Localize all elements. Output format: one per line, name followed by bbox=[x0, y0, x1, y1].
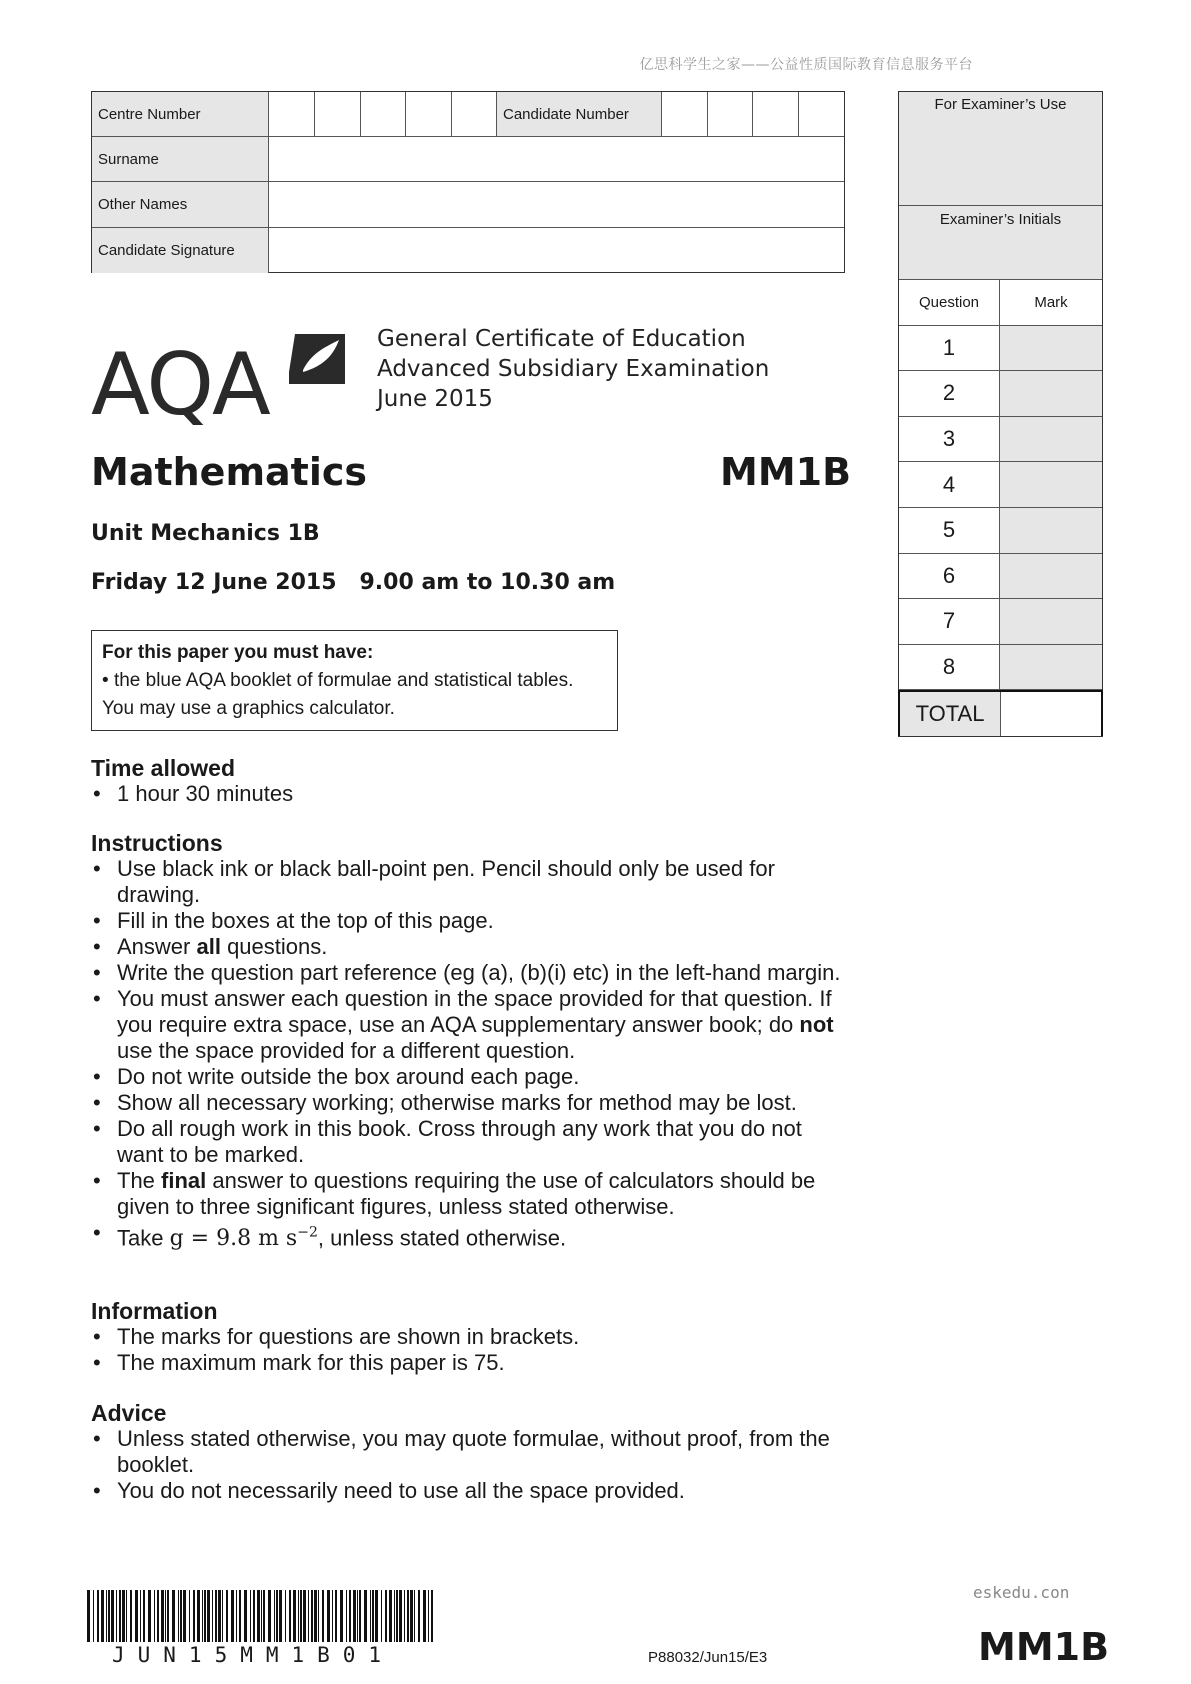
candidate-number-box[interactable] bbox=[662, 92, 708, 136]
barcode-bar bbox=[261, 1590, 262, 1642]
barcode-text: JUN15MM1B01 bbox=[112, 1643, 395, 1667]
barcode-bar bbox=[410, 1590, 413, 1642]
barcode-bar bbox=[239, 1590, 241, 1642]
question-row bbox=[899, 554, 1102, 600]
mark-cell bbox=[1000, 508, 1102, 553]
barcode-bar bbox=[111, 1590, 114, 1642]
certificate-line-1: General Certificate of Education bbox=[377, 326, 746, 352]
question-row bbox=[899, 599, 1102, 645]
candidate-number-box[interactable] bbox=[799, 92, 844, 136]
question-number: 5 bbox=[899, 508, 1000, 553]
paper-code-bottom: MM1B bbox=[978, 1625, 1110, 1669]
instructions-heading: Instructions bbox=[91, 830, 223, 856]
surname-field[interactable] bbox=[269, 137, 844, 181]
barcode-bar bbox=[189, 1590, 190, 1642]
barcode-bar bbox=[222, 1590, 223, 1642]
paper-code: MM1B bbox=[720, 450, 852, 494]
barcode-bar bbox=[276, 1590, 278, 1642]
barcode-bar bbox=[263, 1590, 265, 1642]
advice-item: • You do not necessarily need to use all the space provided. bbox=[91, 1478, 851, 1504]
barcode-bar bbox=[285, 1590, 286, 1642]
examiner-use-label: For Examiner’s Use bbox=[899, 92, 1102, 206]
barcode-bar bbox=[204, 1590, 206, 1642]
barcode-bar bbox=[226, 1590, 228, 1642]
question-number: 8 bbox=[899, 645, 1000, 690]
instruction-item: • Do not write outside the box around each page. bbox=[91, 1064, 851, 1090]
barcode-bar bbox=[311, 1590, 313, 1642]
total-row bbox=[898, 690, 1103, 736]
examiner-initials-label: Examiner’s Initials bbox=[899, 206, 1102, 280]
advice-heading: Advice bbox=[91, 1400, 167, 1426]
question-row bbox=[899, 417, 1102, 463]
candidate-number-box[interactable] bbox=[708, 92, 753, 136]
barcode-bar bbox=[279, 1590, 282, 1642]
barcode-bar bbox=[165, 1590, 166, 1642]
centre-number-box[interactable] bbox=[452, 92, 497, 136]
watermark-bottom: eskedu.con bbox=[973, 1583, 1070, 1602]
barcode-bar bbox=[428, 1590, 429, 1642]
barcode-bar bbox=[423, 1590, 426, 1642]
mark-cell bbox=[1000, 645, 1102, 690]
barcode-bar bbox=[327, 1590, 330, 1642]
barcode-bar bbox=[236, 1590, 237, 1642]
mark-cell bbox=[1000, 554, 1102, 599]
candidate-number-box[interactable] bbox=[753, 92, 799, 136]
mark-cell bbox=[1000, 462, 1102, 507]
advice-section bbox=[91, 1400, 851, 1504]
information-section bbox=[91, 1298, 851, 1376]
mark-cell bbox=[1000, 417, 1102, 462]
information-item: • The maximum mark for this paper is 75. bbox=[91, 1350, 851, 1376]
other-names-row bbox=[92, 182, 844, 228]
time-allowed-section bbox=[91, 755, 851, 807]
information-item: • The marks for questions are shown in brackets. bbox=[91, 1324, 851, 1350]
barcode-bar bbox=[394, 1590, 395, 1642]
instruction-item: • Fill in the boxes at the top of this page. bbox=[91, 908, 851, 934]
mark-header: Mark bbox=[1000, 280, 1102, 325]
barcode-bar bbox=[370, 1590, 371, 1642]
candidate-number-label: Candidate Number bbox=[497, 92, 662, 136]
barcode-bar bbox=[404, 1590, 405, 1642]
barcode-bar bbox=[308, 1590, 309, 1642]
mark-cell bbox=[1000, 371, 1102, 416]
barcode-bar bbox=[340, 1590, 343, 1642]
barcode-bar bbox=[314, 1590, 317, 1642]
mark-cell bbox=[1000, 599, 1102, 644]
information-heading: Information bbox=[91, 1298, 218, 1324]
barcode-bar bbox=[372, 1590, 374, 1642]
barcode-bar bbox=[300, 1590, 302, 1642]
barcode-bar bbox=[381, 1590, 382, 1642]
barcode-bar bbox=[106, 1590, 107, 1642]
instruction-item: • Show all necessary working; otherwise marks for method may be lost. bbox=[91, 1090, 851, 1116]
barcode-bar bbox=[318, 1590, 319, 1642]
barcode-bar bbox=[108, 1590, 110, 1642]
question-number: 3 bbox=[899, 417, 1000, 462]
aqa-logo bbox=[91, 326, 351, 426]
barcode-bar bbox=[414, 1590, 415, 1642]
aqa-logo-mark-icon bbox=[289, 334, 345, 384]
advice-item: • Unless stated otherwise, you may quote formulae, without proof, from the booklet. bbox=[91, 1426, 851, 1478]
barcode-bar bbox=[140, 1590, 141, 1642]
barcode-bar bbox=[180, 1590, 182, 1642]
centre-number-label: Centre Number bbox=[92, 92, 269, 136]
barcode-bar bbox=[172, 1590, 175, 1642]
candidate-details-table bbox=[91, 91, 845, 273]
barcode-bar bbox=[119, 1590, 121, 1642]
barcode-bar bbox=[244, 1590, 247, 1642]
barcode bbox=[87, 1590, 437, 1642]
centre-number-box[interactable] bbox=[315, 92, 361, 136]
barcode-bar bbox=[135, 1590, 138, 1642]
mark-cell bbox=[1000, 326, 1102, 371]
barcode-bar bbox=[231, 1590, 234, 1642]
barcode-bar bbox=[293, 1590, 296, 1642]
question-row bbox=[899, 371, 1102, 417]
question-number: 4 bbox=[899, 462, 1000, 507]
surname-label: Surname bbox=[92, 137, 269, 181]
other-names-label: Other Names bbox=[92, 182, 269, 227]
barcode-bar bbox=[335, 1590, 337, 1642]
barcode-bar bbox=[143, 1590, 145, 1642]
barcode-bar bbox=[396, 1590, 398, 1642]
instruction-item: • The final answer to questions requiring the use of calculators should be given to three significant figures, unless stated otherwise. bbox=[91, 1168, 851, 1220]
instruction-item: • Use black ink or black ball-point pen. Pencil should only be used for drawing. bbox=[91, 856, 851, 908]
barcode-bar bbox=[116, 1590, 117, 1642]
barcode-bar bbox=[357, 1590, 358, 1642]
barcode-bar bbox=[349, 1590, 351, 1642]
question-row bbox=[899, 645, 1102, 691]
barcode-bar bbox=[385, 1590, 387, 1642]
barcode-bar bbox=[218, 1590, 221, 1642]
signature-label: Candidate Signature bbox=[92, 228, 269, 273]
barcode-bar bbox=[157, 1590, 159, 1642]
barcode-bar bbox=[389, 1590, 392, 1642]
barcode-bar bbox=[93, 1590, 94, 1642]
barcode-bar bbox=[431, 1590, 433, 1642]
barcode-bar bbox=[148, 1590, 151, 1642]
barcode-bar bbox=[303, 1590, 306, 1642]
barcode-bar bbox=[375, 1590, 378, 1642]
barcode-bar bbox=[178, 1590, 179, 1642]
barcode-bar bbox=[183, 1590, 186, 1642]
centre-row bbox=[92, 92, 844, 137]
time-allowed-heading: Time allowed bbox=[91, 755, 236, 781]
aqa-logo-text: AQA bbox=[91, 335, 269, 426]
question-header: Question bbox=[899, 280, 1000, 325]
instruction-item: • You must answer each question in the space provided for that question. If you require extra space, use an AQA supplementary answer book; do not use the space provided for a different question. bbox=[91, 986, 851, 1064]
barcode-bar bbox=[253, 1590, 255, 1642]
barcode-bar bbox=[97, 1590, 99, 1642]
barcode-bar bbox=[353, 1590, 356, 1642]
barcode-bar bbox=[215, 1590, 217, 1642]
question-row bbox=[899, 462, 1102, 508]
time-allowed-item: • 1 hour 30 minutes bbox=[91, 781, 851, 807]
watermark-top: 亿思科学生之家——公益性质国际教育信息服务平台 bbox=[639, 57, 973, 73]
barcode-bar bbox=[407, 1590, 409, 1642]
barcode-bar bbox=[346, 1590, 347, 1642]
barcode-bar bbox=[289, 1590, 291, 1642]
barcode-bar bbox=[274, 1590, 275, 1642]
exam-date-time: Friday 12 June 2015 9.00 am to 10.30 am bbox=[91, 570, 616, 595]
barcode-bar bbox=[322, 1590, 324, 1642]
barcode-bar bbox=[122, 1590, 125, 1642]
barcode-bar bbox=[161, 1590, 164, 1642]
certificate-line-2: Advanced Subsidiary Examination bbox=[377, 356, 770, 382]
barcode-bar bbox=[154, 1590, 155, 1642]
materials-note: You may use a graphics calculator. bbox=[102, 698, 395, 719]
materials-box bbox=[91, 630, 618, 731]
instruction-item: • Write the question part reference (eg (a), (b)(i) etc) in the left-hand margin. bbox=[91, 960, 851, 986]
barcode-bar bbox=[364, 1590, 367, 1642]
barcode-bar bbox=[202, 1590, 203, 1642]
barcode-bar bbox=[418, 1590, 420, 1642]
question-number: 2 bbox=[899, 371, 1000, 416]
barcode-bar bbox=[332, 1590, 333, 1642]
barcode-bar bbox=[207, 1590, 210, 1642]
barcode-bar bbox=[193, 1590, 195, 1642]
barcode-bar bbox=[257, 1590, 260, 1642]
examiner-panel bbox=[898, 91, 1103, 737]
barcode-bar bbox=[101, 1590, 104, 1642]
barcode-bar bbox=[359, 1590, 361, 1642]
barcode-bar bbox=[167, 1590, 169, 1642]
examiner-header-row bbox=[899, 280, 1102, 326]
materials-item-text: the blue AQA booklet of formulae and statistical tables. bbox=[113, 670, 574, 691]
barcode-bar bbox=[250, 1590, 251, 1642]
centre-number-box[interactable] bbox=[406, 92, 452, 136]
barcode-bar bbox=[197, 1590, 200, 1642]
paper-reference: P88032/Jun15/E3 bbox=[648, 1649, 768, 1666]
instructions-section bbox=[91, 830, 851, 1252]
barcode-bar bbox=[212, 1590, 213, 1642]
barcode-bar bbox=[268, 1590, 271, 1642]
certificate-title bbox=[377, 324, 769, 414]
question-number: 7 bbox=[899, 599, 1000, 644]
instruction-item: • Answer all questions. bbox=[91, 934, 851, 960]
signature-field[interactable] bbox=[269, 228, 844, 273]
question-number: 6 bbox=[899, 554, 1000, 599]
total-mark-cell bbox=[1001, 692, 1101, 736]
barcode-bar bbox=[298, 1590, 299, 1642]
centre-number-box[interactable] bbox=[361, 92, 406, 136]
instruction-item: • Do all rough work in this book. Cross through any work that you do not want to be marked. bbox=[91, 1116, 851, 1168]
subject-title: Mathematics bbox=[91, 450, 368, 494]
signature-row bbox=[92, 228, 844, 273]
gravity-formula: g = 9.8 m $s^{-2}$ bbox=[169, 1225, 318, 1252]
question-row bbox=[899, 326, 1102, 372]
certificate-line-3: June 2015 bbox=[377, 386, 493, 412]
question-row bbox=[899, 508, 1102, 554]
centre-number-box[interactable] bbox=[269, 92, 315, 136]
barcode-bar bbox=[126, 1590, 127, 1642]
other-names-field[interactable] bbox=[269, 182, 844, 227]
question-number: 1 bbox=[899, 326, 1000, 371]
total-label: TOTAL bbox=[900, 692, 1001, 736]
materials-item: • the blue AQA booklet of formulae and statistical tables. bbox=[102, 670, 574, 691]
surname-row bbox=[92, 137, 844, 182]
instruction-item: • Take g = 9.8 m $s^{-2}$, unless stated otherwise. bbox=[91, 1220, 851, 1252]
unit-title: Unit Mechanics 1B bbox=[91, 521, 320, 546]
barcode-bar bbox=[130, 1590, 132, 1642]
barcode-bar bbox=[87, 1590, 90, 1642]
materials-heading: For this paper you must have: bbox=[102, 642, 374, 663]
barcode-bar bbox=[399, 1590, 402, 1642]
